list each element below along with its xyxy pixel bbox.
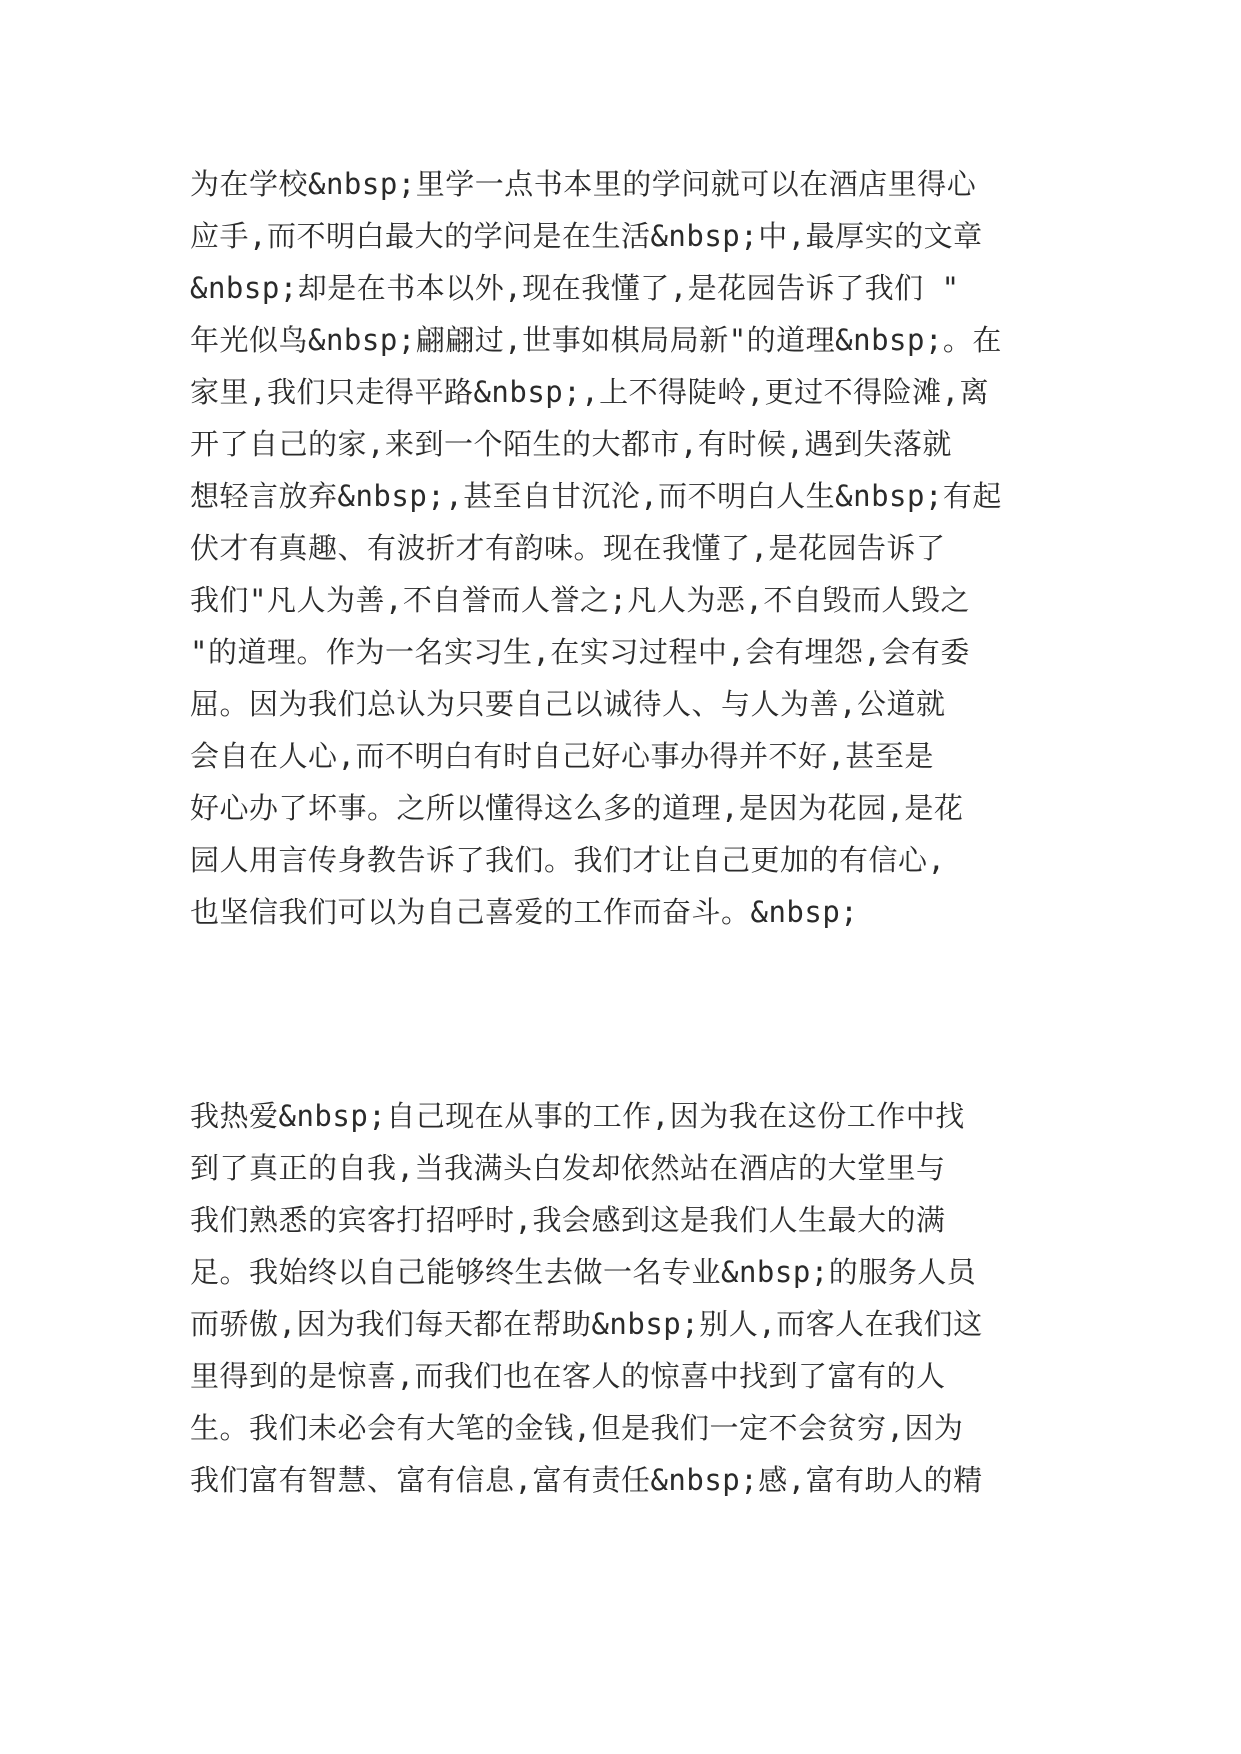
paragraph-line: 家里,我们只走得平路&nbsp;,上不得陡岭,更过不得险滩,离: [190, 375, 990, 409]
paragraph-line: 足。我始终以自己能够终生去做一名专业&nbsp;的服务人员: [190, 1255, 977, 1289]
paragraph-line: 会自在人心,而不明白有时自己好心事办得并不好,甚至是: [190, 739, 934, 773]
paragraph-line: 我们富有智慧、富有信息,富有责任&nbsp;感,富有助人的精: [190, 1463, 983, 1497]
paragraph-line: 为在学校&nbsp;里学一点书本里的学问就可以在酒店里得心: [190, 167, 977, 201]
paragraph-line: 园人用言传身教告诉了我们。我们才让自己更加的有信心,: [190, 843, 946, 877]
paragraph-line: 伏才有真趣、有波折才有韵味。现在我懂了,是花园告诉了: [190, 531, 946, 565]
paragraph-line: 我热爱&nbsp;自己现在从事的工作,因为我在这份工作中找: [190, 1099, 965, 1133]
paragraph-line: 好心办了坏事。之所以懂得这么多的道理,是因为花园,是花: [190, 791, 964, 825]
paragraph-line: 屈。因为我们总认为只要自己以诚待人、与人为善,公道就: [190, 687, 946, 721]
paragraph-line: &nbsp;却是在书本以外,现在我懂了,是花园告诉了我们 ": [190, 271, 960, 305]
paragraph-2: [190, 1090, 1050, 1506]
paragraph-line: 到了真正的自我,当我满头白发却依然站在酒店的大堂里与: [190, 1151, 946, 1185]
paragraph-line: 开了自己的家,来到一个陌生的大都市,有时候,遇到失落就: [190, 427, 952, 461]
paragraph-line: 也坚信我们可以为自己喜爱的工作而奋斗。&nbsp;: [190, 895, 859, 929]
paragraph-line: 应手,而不明白最大的学问是在生活&nbsp;中,最厚实的文章: [190, 219, 983, 253]
paragraph-line: 我们"凡人为善,不自誉而人誉之;凡人为恶,不自毁而人毁之: [190, 583, 970, 617]
paragraph-line: 里得到的是惊喜,而我们也在客人的惊喜中找到了富有的人: [190, 1359, 946, 1393]
paragraph-line: 我们熟悉的宾客打招呼时,我会感到这是我们人生最大的满: [190, 1203, 946, 1237]
paragraph-1: [190, 158, 1050, 938]
paragraph-line: "的道理。作为一名实习生,在实习过程中,会有埋怨,会有委: [190, 635, 970, 669]
paragraph-line: 生。我们未必会有大笔的金钱,但是我们一定不会贫穷,因为: [190, 1411, 964, 1445]
paragraph-line: 想轻言放弃&nbsp;,甚至自甘沉沦,而不明白人生&nbsp;有起: [190, 479, 1002, 513]
paragraph-line: 年光似鸟&nbsp;翩翩过,世事如棋局局新"的道理&nbsp;。在: [190, 323, 1002, 357]
paragraph-line: 而骄傲,因为我们每天都在帮助&nbsp;别人,而客人在我们这: [190, 1307, 983, 1341]
